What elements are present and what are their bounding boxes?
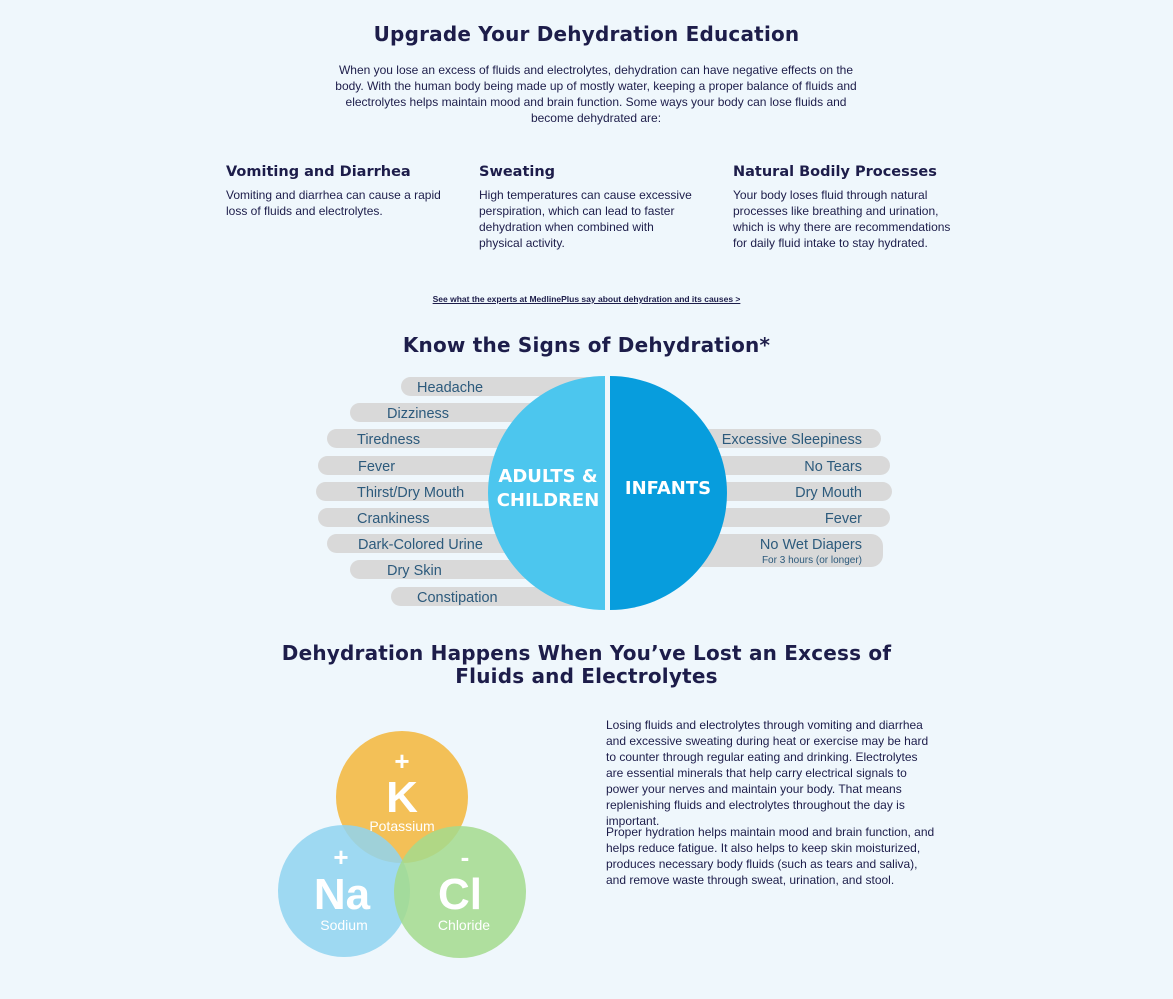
cause-title: Sweating bbox=[479, 164, 556, 180]
education-title: Upgrade Your Dehydration Education bbox=[373, 22, 800, 46]
cause-title: Natural Bodily Processes bbox=[733, 164, 937, 180]
electrolytes-title-line1: Dehydration Happens When You’ve Lost an Excess of bbox=[281, 641, 892, 665]
chloride-charge: - bbox=[460, 842, 470, 872]
signs-title: Know the Signs of Dehydration* bbox=[402, 333, 771, 357]
adult-sign: Constipation bbox=[417, 590, 498, 606]
adult-sign: Fever bbox=[358, 459, 396, 475]
adult-sign: Dark-Colored Urine bbox=[358, 537, 483, 553]
cause-text: High temperatures can cause excessive perspiration, which can lead to faster dehydration when combined with physical activity. bbox=[479, 188, 692, 250]
potassium-name: Potassium bbox=[369, 818, 435, 834]
adult-sign: Crankiness bbox=[357, 511, 430, 527]
cause-title: Vomiting and Diarrhea bbox=[226, 164, 411, 180]
infants-label: INFANTS bbox=[624, 478, 712, 499]
sodium-charge: + bbox=[333, 842, 349, 872]
adult-sign: Dry Skin bbox=[387, 563, 442, 579]
medlineplus-link[interactable]: See what the experts at MedlinePlus say about dehydration and its causes > bbox=[432, 294, 741, 304]
cause-text: Your body loses fluid through natural processes like breathing and urination, which is why there are recommendations for daily fluid intake to stay hydrated. bbox=[733, 188, 951, 250]
electrolytes-paragraph-2: Proper hydration helps maintain mood and brain function, and helps reduce fatigue. It also helps to keep skin moisturized, produces necessary body fluids (such as tears and saliva), and remove waste through sweat, urination, and stool. bbox=[606, 825, 935, 887]
chloride-name: Chloride bbox=[437, 917, 491, 933]
adult-sign: Tiredness bbox=[357, 432, 421, 448]
adult-sign: Thirst/Dry Mouth bbox=[357, 485, 465, 501]
sodium-name: Sodium bbox=[320, 917, 368, 933]
infant-sign: Dry Mouth bbox=[795, 485, 862, 501]
infant-sign: Fever bbox=[824, 511, 862, 527]
electrolytes-title-line2: Fluids and Electrolytes bbox=[455, 664, 718, 688]
chloride-symbol: Cl bbox=[438, 870, 482, 919]
education-intro: When you lose an excess of fluids and electrolytes, dehydration can have negative effects on the body. With the human body being made up of mostly water, keeping a proper balance of fluids and electrolytes helps maintain mood and brain function. Some ways your body can lose fluids and become dehydrated are: bbox=[335, 63, 857, 125]
infant-sign: No Wet Diapers bbox=[759, 537, 862, 553]
infant-sign: Excessive Sleepiness bbox=[721, 432, 862, 448]
adults-label-2: CHILDREN bbox=[496, 490, 600, 511]
infant-sign: No Tears bbox=[804, 459, 862, 475]
adult-sign: Headache bbox=[417, 380, 484, 396]
electrolytes-paragraph-1: Losing fluids and electrolytes through vomiting and diarrhea and excessive sweating during heat or exercise may be hard to counter through regular eating and drinking. Electrolytes are essential minerals that help carry electrical signals to power your nerves and maintain your body. That means replenishing fluids and electrolytes throughout the day is important. bbox=[606, 718, 929, 828]
adult-sign: Dizziness bbox=[387, 406, 450, 422]
cause-text: Vomiting and diarrhea can cause a rapid loss of fluids and electrolytes. bbox=[226, 188, 441, 218]
adults-label-1: ADULTS & bbox=[498, 466, 598, 487]
infant-sign-note: For 3 hours (or longer) bbox=[761, 555, 862, 566]
potassium-charge: + bbox=[394, 746, 410, 776]
sodium-symbol: Na bbox=[313, 870, 371, 919]
potassium-symbol: K bbox=[386, 773, 418, 822]
